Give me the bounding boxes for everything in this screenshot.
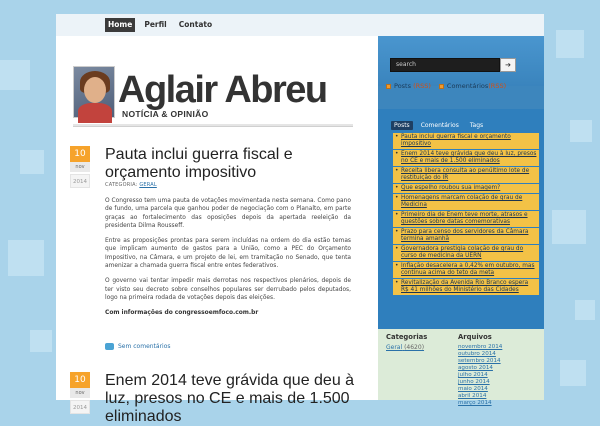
rss-icon [439,84,444,89]
recent-post-item[interactable]: • Enem 2014 teve grávida que deu à luz, presos no CE e mais de 1.500 eliminados [393,150,539,166]
post-title[interactable]: Enem 2014 teve grávida que deu à luz, presos no CE e mais de 1.500 eliminados [105,372,355,425]
comments-label: Sem comentários [118,343,171,350]
categories-title: Categorias [386,333,428,341]
sidebar [378,36,544,406]
comments-rss-link[interactable]: Comentários(RSS) [439,82,506,90]
post-date-month: nov [70,162,90,172]
archive-link[interactable]: junho 2014 [458,379,490,385]
post-paragraph: O governo vai tentar impedir mais derrotas nos respectivos plenários, depois de ter visto seu decreto sobre conselhos populares ser derrubado pelos deputados, logo na primeira rodada de votações depois das eleições. [105,278,351,301]
archive-link[interactable]: outubro 2014 [458,351,496,357]
search-input[interactable] [390,58,500,72]
site-header [73,66,355,148]
tab-posts[interactable]: Posts [391,121,413,130]
nav-perfil[interactable]: Perfil [144,20,167,29]
post-date-year: 2014 [70,400,90,414]
comment-bubble-icon [105,343,114,350]
site-tagline: NOTÍCIA & OPINIÃO [122,109,209,119]
tab-comentarios[interactable]: Comentários [420,122,459,129]
post-paragraph: O Congresso tem uma pauta de votações movimentada nesta semana. Como pano de fundo, uma parcela que ganhou poder de negociação com o Planalto, em parte graças ao fortalecimento das oposições depois da apertada reeleição da presidenta Dilma Rousseff. [105,198,351,229]
recent-posts-list [393,133,539,296]
sidebar-lower [378,329,544,406]
tabbed-widget [378,109,544,329]
post-category-link[interactable]: GERAL [139,182,157,188]
page-wrapper [56,14,544,425]
recent-post-item[interactable]: • Prazo para censo dos servidores da Câmara termina amanhã [393,228,539,244]
nav-home[interactable]: Home [105,18,135,32]
search-button[interactable]: ➔ [500,58,516,72]
post-paragraph: Entre as proposições prontas para serem incluídas na ordem do dia estão temas que implicam aumento de gastos para a União, como a PEC do Orçamento Impositivo, na Câmara, e um projeto de lei, em tramitação no Senado, que tenta amenizar a chamada guerra fiscal entre entes federativos. [105,238,351,270]
recent-post-item[interactable]: • Revitalização da Avenida Rio Branco espera R$ 41 milhões do Ministério das Cidades [393,279,539,295]
recent-post-item[interactable]: • Primeiro dia de Enem teve morte, atrasos e questões sobre datas comemorativas [393,211,539,227]
feed-links [386,82,506,90]
posts-rss-link[interactable]: Posts (RSS) [386,82,431,90]
archive-link[interactable]: setembro 2014 [458,358,501,364]
recent-post-item[interactable]: • Pauta inclui guerra fiscal e orçamento impositivo [393,133,539,149]
header-divider [73,124,353,127]
recent-post-item[interactable]: • Homenagens marcam colação de grau de Medicina [393,194,539,210]
post-date-year: 2014 [70,174,90,188]
archive-link[interactable]: novembro 2014 [458,344,503,350]
post-date [70,372,90,414]
archive-link[interactable]: março 2014 [458,400,492,406]
post-category [105,182,157,188]
category-geral-link[interactable]: Geral (4620) [386,344,425,351]
rss-icon [386,84,391,89]
recent-post-item[interactable]: • Inflação desacelera a 0,42% em outubro, mas continua acima do teto da meta [393,262,539,278]
archive-link[interactable]: maio 2014 [458,386,488,392]
main-content [56,36,378,425]
archive-link[interactable]: agosto 2014 [458,365,493,371]
archive-link[interactable]: julho 2014 [458,372,488,378]
post-date [70,146,90,188]
categories-widget [386,333,427,351]
post-title[interactable]: Pauta inclui guerra fiscal e orçamento impositivo [105,146,293,181]
author-photo [73,66,115,118]
post-date-month: nov [70,388,90,398]
archives-widget [458,333,502,407]
nav-contato[interactable]: Contato [178,20,213,29]
top-navigation [56,14,544,36]
post-date-day: 10 [70,146,90,162]
post-date-day: 10 [70,372,90,388]
recent-post-item[interactable]: • Que espelho roubou sua imagem? [393,184,539,193]
post-source: Com informações do congressoemfoco.com.br [105,310,259,317]
archives-title: Arquivos [458,333,492,341]
recent-post-item[interactable]: • Receita libera consulta ao penúltimo lote de restituição do IR [393,167,539,183]
recent-post-item[interactable]: • Governadora prestigia colação de grau do curso de medicina da UERN [393,245,539,261]
comments-link[interactable] [105,343,171,350]
tab-tags[interactable]: Tags [469,122,484,129]
archive-link[interactable]: abril 2014 [458,393,487,399]
search-placeholder: search [396,61,416,68]
site-title[interactable]: Aglair Abreu [118,69,327,111]
widget-tabs [378,109,544,130]
post-category-prefix: CATEGORIA: [105,182,138,188]
post-body [105,197,351,325]
